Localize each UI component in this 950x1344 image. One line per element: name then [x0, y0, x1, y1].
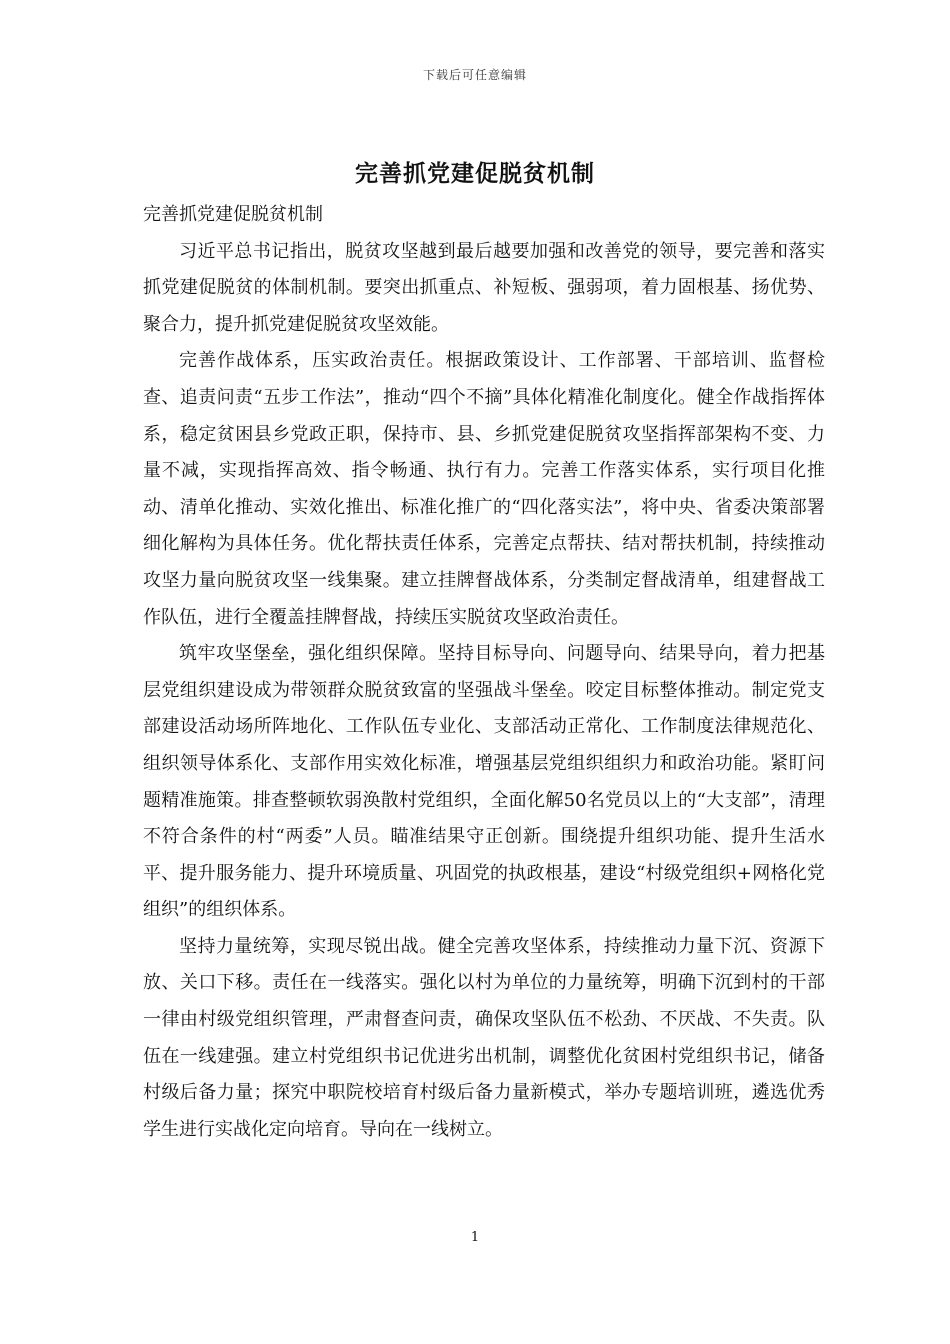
document-body [143, 197, 825, 1148]
header-note: 下载后可任意编辑 [422, 68, 527, 82]
paragraph-fortress: 筑牢攻坚堡垒，强化组织保障。坚持目标导向、问题导向、结果导向，着力把基层党组织建设成为带领群众脱贫致富的坚强战斗堡垒。咬定目标整体推动。制定党支部建设活动场所阵地化、工作队伍专业化、支部活动正常化、工作制度法律规范化、组织领导体系化、支部作用实效化标准，增强基层党组织组织力和政治功能。紧盯问题精准施策。排查整顿软弱涣散村党组织，全面化解50名党员以上的“大支部”，清理不符合条件的村“两委”人员。瞄准结果守正创新。围绕提升组织功能、提升生活水平、提升服务能力、提升环境质量、巩固党的执政根基，建设“村级党组织+网格化党组织”的组织体系。 [143, 643, 825, 921]
page-title: 完善抓党建促脱贫机制 [355, 161, 595, 187]
page-number: 1 [470, 1230, 480, 1245]
paragraph-force-coordination: 坚持力量统筹，实现尽锐出战。健全完善攻坚体系，持续推动力量下沉、资源下放、关口下移。责任在一线落实。强化以村为单位的力量统筹，明确下沉到村的干部一律由村级党组织管理，严肃督查问责，确保攻坚队伍不松劲、不厌战、不失责。队伍在一线建强。建立村党组织书记优进劣出机制，调整优化贫困村党组织书记，储备村级后备力量；探究中职院校培育村级后备力量新模式，举办专题培训班，遴选优秀学生进行实战化定向培育。导向在一线树立。 [143, 935, 825, 1140]
document-subtitle: 完善抓党建促脱贫机制 [143, 204, 323, 225]
paragraph-intro: 习近平总书记指出，脱贫攻坚越到最后越要加强和改善党的领导，要完善和落实抓党建促脱贫的体制机制。要突出抓重点、补短板、强弱项，着力固根基、扬优势、聚合力，提升抓党建促脱贫攻坚效能。 [143, 240, 825, 335]
paragraph-combat-system: 完善作战体系，压实政治责任。根据政策设计、工作部署、干部培训、监督检查、追责问责“五步工作法”，推动“四个不摘”具体化精准化制度化。健全作战指挥体系，稳定贫困县乡党政正职，保持市、县、乡抓党建促脱贫攻坚指挥部架构不变、力量不减，实现指挥高效、指令畅通、执行有力。完善工作落实体系，实行项目化推动、清单化推动、实效化推出、标准化推广的“四化落实法”，将中央、省委决策部署细化解构为具体任务。优化帮扶责任体系，完善定点帮扶、结对帮扶机制，持续推动攻坚力量向脱贫攻坚一线集聚。建立挂牌督战体系，分类制定督战清单，组建督战工作队伍，进行全覆盖挂牌督战，持续压实脱贫攻坚政治责任。 [143, 350, 825, 628]
